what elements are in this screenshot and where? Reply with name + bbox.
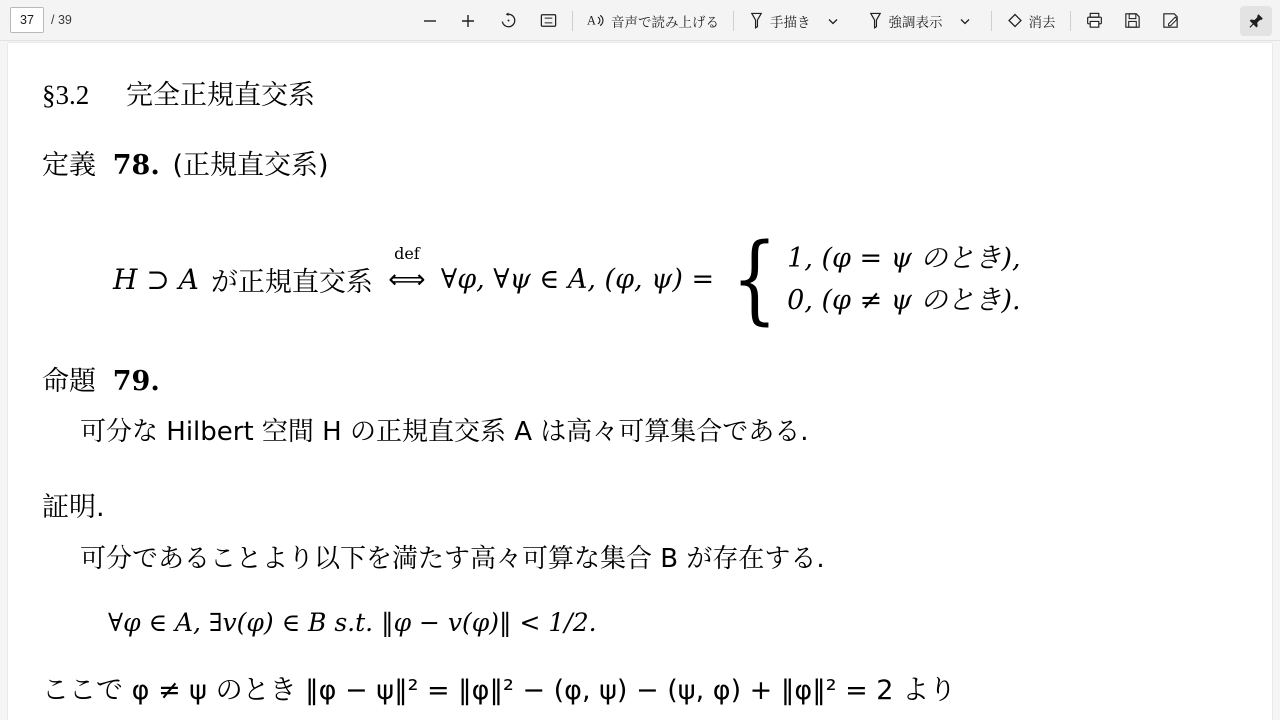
highlight-options-chevron[interactable] — [950, 6, 980, 36]
pin-icon — [1247, 12, 1265, 30]
section-title: 完全正規直交系 — [126, 80, 315, 111]
toolbar-divider-1 — [572, 11, 573, 31]
zoom-out-button[interactable] — [415, 6, 445, 36]
proposition-body: 可分な Hilbert 空間 H の正規直交系 A は高々可算集合である. — [80, 417, 809, 447]
equation-quantifiers: ∀φ, ∀ψ ∈ A, (φ, ψ) = — [440, 264, 715, 296]
definition-title: (正規直交系) — [172, 150, 329, 181]
page-number-input[interactable] — [10, 7, 44, 33]
definition-label: 定義 — [42, 150, 96, 181]
minus-icon — [421, 12, 439, 30]
proposition-number: 79. — [112, 366, 160, 397]
pdf-page[interactable] — [8, 43, 1272, 720]
fit-page-icon — [539, 11, 558, 30]
toolbar-divider-2 — [733, 11, 734, 31]
toolbar-divider-4 — [1070, 11, 1071, 31]
equation-cases — [787, 238, 1020, 322]
pdf-viewer-toolbar — [0, 0, 1280, 41]
print-button[interactable] — [1080, 6, 1110, 36]
definition-number: 78. — [112, 150, 160, 181]
chevron-down-icon — [958, 14, 972, 28]
proof-body: 可分であることより以下を満たす高々可算な集合 B が存在する. — [80, 544, 825, 574]
pen-icon — [748, 11, 765, 30]
equation-case-1: 1, (φ = ψ のとき), — [787, 243, 1021, 274]
read-aloud-button[interactable] — [582, 6, 724, 36]
erase-label: 消去 — [1028, 14, 1056, 31]
toolbar-divider-3 — [991, 11, 992, 31]
draw-button[interactable] — [743, 6, 816, 36]
save-as-button[interactable] — [1156, 6, 1186, 36]
rotate-button[interactable] — [493, 6, 523, 36]
highlight-label: 強調表示 — [888, 14, 943, 31]
draw-label: 手描き — [770, 14, 811, 31]
save-button[interactable] — [1118, 6, 1148, 36]
save-as-icon — [1161, 11, 1180, 30]
definition-equation — [113, 223, 1021, 336]
eraser-icon — [1006, 12, 1024, 30]
highlighter-icon — [867, 11, 884, 30]
svg-text:A: A — [587, 13, 596, 28]
definition-heading — [42, 143, 329, 182]
plus-icon — [459, 12, 477, 30]
proposition-label: 命題 — [42, 366, 96, 397]
fit-page-button[interactable] — [533, 6, 563, 36]
read-aloud-icon — [587, 11, 606, 30]
equation-brace: { — [731, 223, 778, 336]
equation-def-label: def — [394, 244, 420, 264]
proposition-heading — [42, 359, 160, 398]
proof-equation: ∀φ ∈ A, ∃v(φ) ∈ B s.t. ‖φ − v(φ)‖ < 1/2. — [108, 608, 597, 637]
equation-lhs-text: が正規直交系 — [210, 267, 373, 299]
section-heading — [42, 73, 315, 112]
erase-button[interactable] — [1001, 6, 1061, 36]
zoom-in-button[interactable] — [453, 6, 483, 36]
save-icon — [1123, 11, 1142, 30]
proof-label: 証明. — [42, 492, 105, 523]
draw-options-chevron[interactable] — [818, 6, 848, 36]
print-icon — [1085, 11, 1104, 30]
equation-lhs-set: H ⊃ A — [113, 263, 199, 297]
section-number: §3.2 — [42, 80, 90, 110]
read-aloud-label: 音声で読み上げる — [611, 14, 719, 31]
equation-definition-arrow: def ⟺ — [373, 264, 441, 295]
page-number-value: 37 — [20, 13, 34, 27]
pin-toolbar-button[interactable] — [1240, 6, 1272, 36]
equation-case-2: 0, (φ ≠ ψ のとき). — [787, 284, 1021, 316]
page-total-label: / 39 — [51, 13, 72, 27]
highlight-button[interactable] — [862, 6, 948, 36]
chevron-down-icon — [826, 14, 840, 28]
rotate-icon — [499, 11, 518, 30]
toolbar-right-group — [1240, 0, 1272, 41]
toolbar-center-group — [415, 0, 1186, 41]
proof-last-line: ここで φ ≠ ψ のとき ‖φ − ψ‖² = ‖φ‖² − (φ, ψ) − (ψ, φ) + ‖φ‖² = 2 より — [42, 675, 957, 706]
